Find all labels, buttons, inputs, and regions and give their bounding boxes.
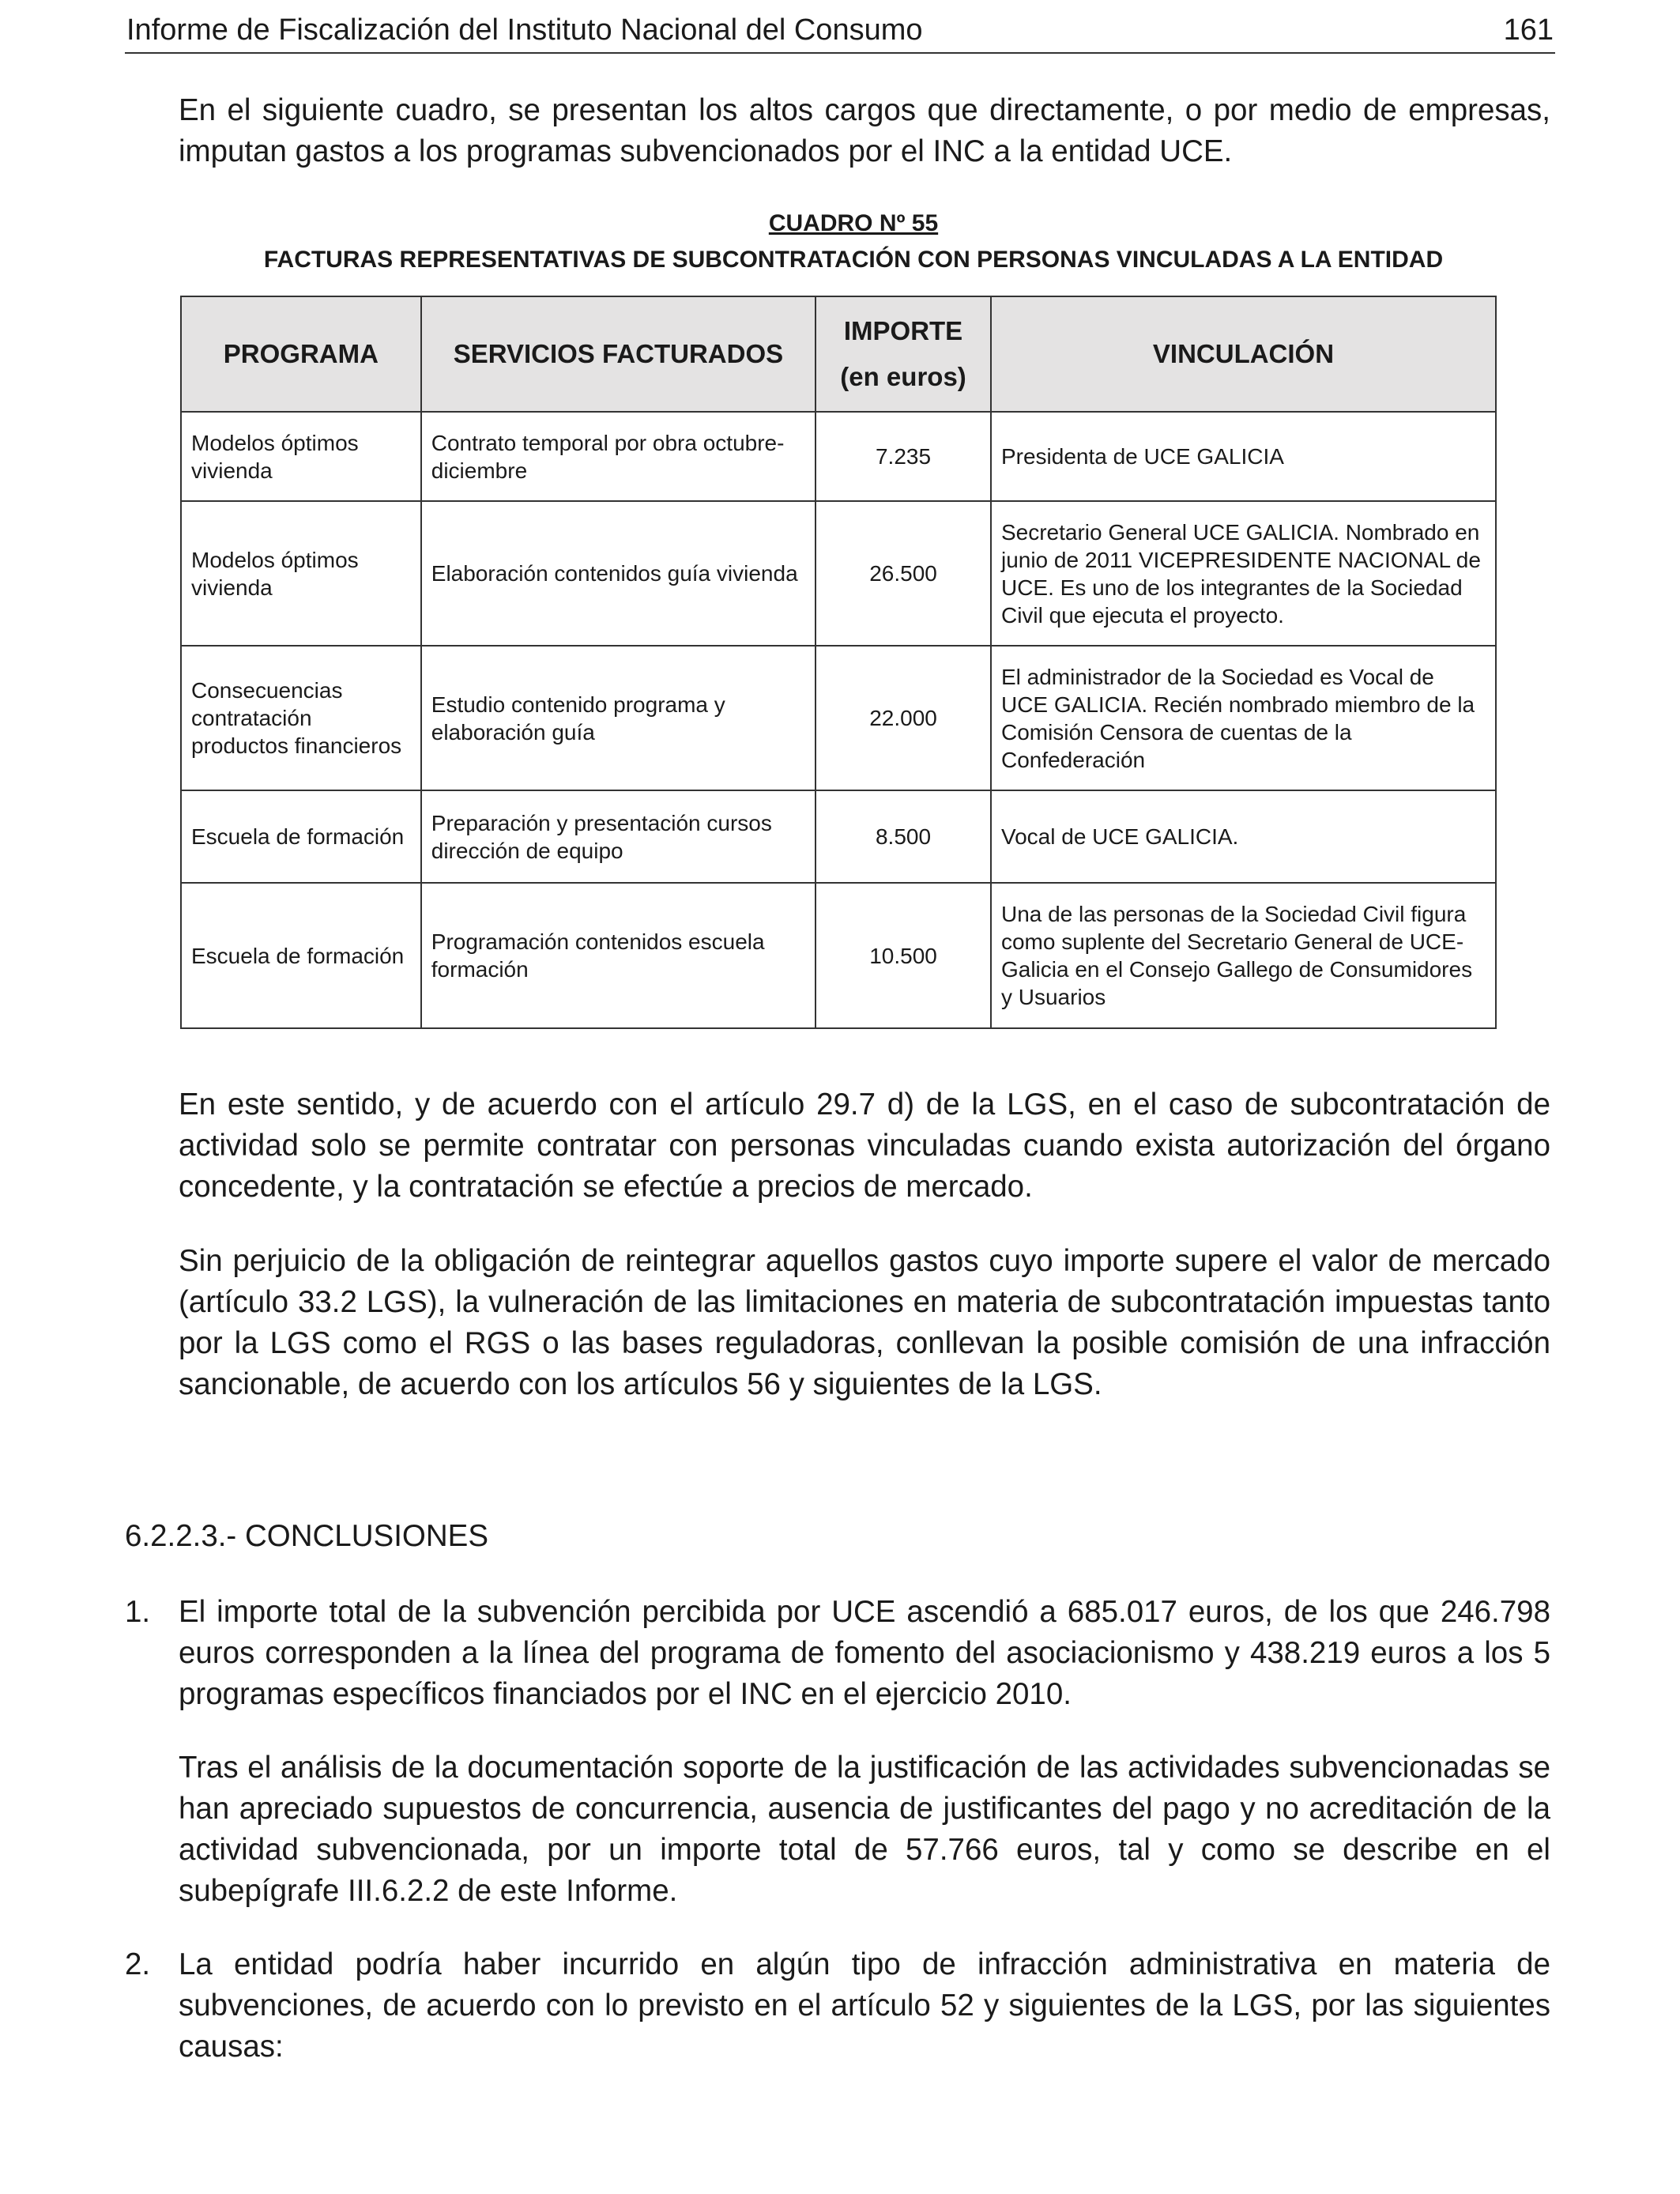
cell-importe: 22.000	[816, 646, 991, 790]
page-number: 161	[1503, 13, 1554, 47]
table-row	[181, 412, 1496, 501]
cell-programa: Escuela de formación	[181, 883, 421, 1028]
conclusion-number: 2.	[125, 1947, 151, 1981]
table-header-row	[181, 296, 1496, 412]
header-importe-line2: (en euros)	[840, 362, 966, 391]
cell-programa: Escuela de formación	[181, 790, 421, 883]
report-title: Informe de Fiscalización del Instituto Nacional del Consumo	[126, 13, 923, 47]
cell-vinculacion: Vocal de UCE GALICIA.	[991, 790, 1496, 883]
table-row	[181, 501, 1496, 646]
cell-servicios: Preparación y presentación cursos dirección de equipo	[421, 790, 816, 883]
header-programa: PROGRAMA	[181, 296, 421, 412]
cell-servicios: Elaboración contenidos guía vivienda	[421, 501, 816, 646]
header-vinculacion: VINCULACIÓN	[991, 296, 1496, 412]
cell-importe: 10.500	[816, 883, 991, 1028]
table-row	[181, 790, 1496, 883]
header-importe	[816, 296, 991, 412]
table-row	[181, 646, 1496, 790]
conclusion-text: La entidad podría haber incurrido en algún tipo de infracción administrativa en materia de subvenciones, de acuerdo con lo previsto en el artículo 52 y siguientes de la LGS, por las siguientes causas:	[179, 1947, 1550, 2064]
cell-vinculacion: Secretario General UCE GALICIA. Nombrado en junio de 2011 VICEPRESIDENTE NACIONAL de UCE. Es uno de los integrantes de la Sociedad Civil que ejecuta el proyecto.	[991, 501, 1496, 646]
table-number: CUADRO Nº 55	[768, 210, 939, 236]
sanction-paragraph: Sin perjuicio de la obligación de reintegrar aquellos gastos cuyo importe supere el valor de mercado (artículo 33.2 LGS), la vulneración de las limitaciones en materia de subcontratación impuestas tanto por la LGS como el RGS o las bases reguladoras, conllevan la posible comisión de una infracción sancionable, de acuerdo con los artículos 56 y siguientes de la LGS.	[179, 1244, 1550, 1401]
cell-servicios: Programación contenidos escuela formación	[421, 883, 816, 1028]
header-servicios: SERVICIOS FACTURADOS	[421, 296, 816, 412]
cell-vinculacion: Presidenta de UCE GALICIA	[991, 412, 1496, 501]
page-header	[125, 8, 1555, 54]
cell-programa: Consecuencias contratación productos financieros	[181, 646, 421, 790]
cell-vinculacion: Una de las personas de la Sociedad Civil figura como suplente del Secretario General de UCE-Galicia en el Consejo Gallego de Consumidores y Usuarios	[991, 883, 1496, 1028]
cell-importe: 8.500	[816, 790, 991, 883]
conclusion-text: El importe total de la subvención percibida por UCE ascendió a 685.017 euros, de los que 246.798 euros corresponden a la línea del programa de fomento del asociacionismo y 438.219 euros a los 5 programas específicos financiados por el INC en el ejercicio 2010.	[179, 1595, 1550, 1711]
cell-servicios: Estudio contenido programa y elaboración guía	[421, 646, 816, 790]
legal-paragraph: En este sentido, y de acuerdo con el artículo 29.7 d) de la LGS, en el caso de subcontratación de actividad solo se permite contratar con personas vinculadas cuando exista autorización del órgano concedente, y la contratación se efectúe a precios de mercado.	[179, 1088, 1550, 1204]
cell-servicios: Contrato temporal por obra octubre-diciembre	[421, 412, 816, 501]
section-heading: 6.2.2.3.- CONCLUSIONES	[125, 1519, 489, 1553]
cell-importe: 7.235	[816, 412, 991, 501]
table-caption	[158, 205, 1549, 278]
cell-importe: 26.500	[816, 501, 991, 646]
intro-paragraph: En el siguiente cuadro, se presentan los altos cargos que directamente, o por medio de empresas, imputan gastos a los programas subvencionados por el INC a la entidad UCE.	[179, 93, 1550, 168]
table-row	[181, 883, 1496, 1028]
header-importe-line1: IMPORTE	[843, 316, 963, 345]
cell-programa: Modelos óptimos vivienda	[181, 412, 421, 501]
conclusion-number: 1.	[125, 1595, 151, 1629]
cell-programa: Modelos óptimos vivienda	[181, 501, 421, 646]
table-title: FACTURAS REPRESENTATIVAS DE SUBCONTRATACIÓN CON PERSONAS VINCULADAS A LA ENTIDAD	[263, 247, 1444, 273]
subcontracting-table	[180, 296, 1497, 1029]
conclusion-continuation: Tras el análisis de la documentación soporte de la justificación de las actividades subvencionadas se han apreciado supuestos de concurrencia, ausencia de justificantes del pago y no acreditación de la actividad subvencionada, por un importe total de 57.766 euros, tal y como se describe en el subepígrafe III.6.2.2 de este Informe.	[179, 1751, 1550, 1908]
cell-vinculacion: El administrador de la Sociedad es Vocal de UCE GALICIA. Recién nombrado miembro de la Comisión Censora de cuentas de la Confederación	[991, 646, 1496, 790]
